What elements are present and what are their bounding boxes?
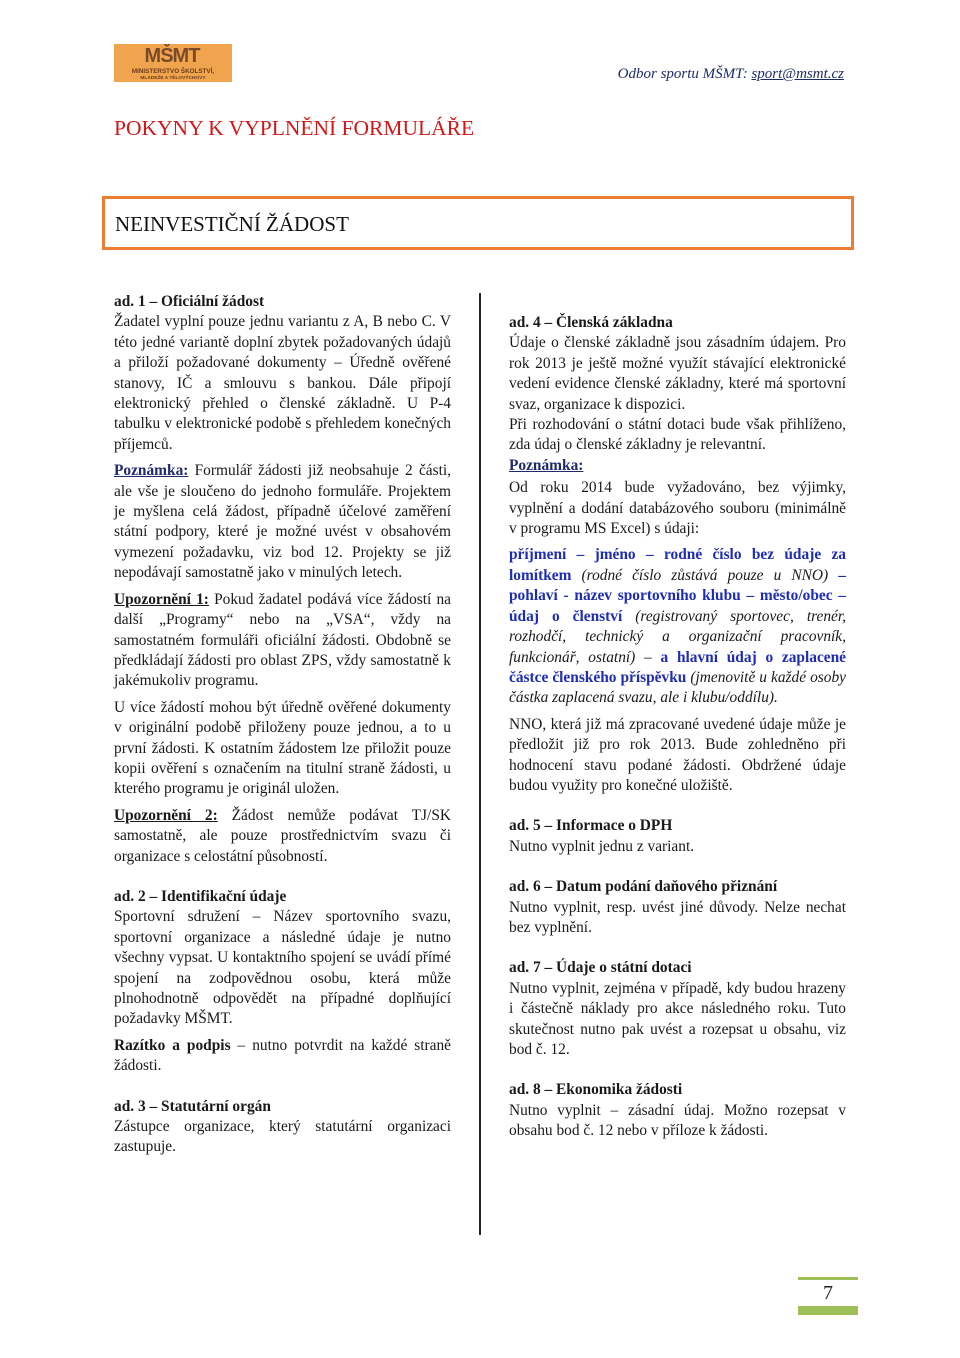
stamp-text: – nutno potvrdit na každé straně žádosti. xyxy=(114,1036,451,1075)
ad3-heading: ad. 3 – Statutární orgán xyxy=(114,1097,271,1115)
contact-email-link[interactable]: sport@msmt.cz xyxy=(751,66,844,82)
req-italic-3: (jmenovitě u každé osoby částka zaplacená svazu, ale i klubu/oddílu). xyxy=(509,668,846,707)
ad4-text-1: Údaje o členské základně jsou zásadním údajem. Pro rok 2013 je ještě možné využít stávající elektronické vedení evidence členské základny, které má sportovní svaz, organizace k dispozici. xyxy=(509,334,846,413)
contact-label: Odbor sportu MŠMT: xyxy=(617,66,748,82)
ad6-heading: ad. 6 – Datum podání daňového přiznání xyxy=(509,878,778,896)
ad4-heading: ad. 4 – Členská základna xyxy=(509,314,673,331)
ad1-heading: ad. 1 – Oficiální žádost xyxy=(114,293,265,310)
ad4-text-2: Při rozhodování o státní dotaci bude však přihlíženo, zda údaj o členské základny je relevantní. xyxy=(509,416,846,454)
stamp-label: Razítko a podpis xyxy=(114,1036,231,1054)
multi-request-text: U více žádostí mohou být úředně ověřené dokumenty v originální podobě přiloženy pouze jednou, a to u první žádosti. K ostatním žádostem lze přiložit pouze kopii ověření s označením na titulní straně žádosti, u kterého programu je originál uložen. xyxy=(114,698,451,798)
ad1-text: Žadatel vyplní pouze jednu variantu z A, B nebo C. V této jedné variantě doplní zbytek požadovaných údajů a přiloží požadované dokumenty – Úředně ověřené stanovy, IČ a smlouvu s bankou. Dále připojí elektronický přehled o členské základně. U P-4 tabulku v elektronické podobě s přehledem konečných příjemců. xyxy=(114,313,451,453)
req-italic-2: (registrovaný sportovec, trenér, rozhodčí, technický a organizační pracovník, funkcionář, ostatní) – xyxy=(509,607,846,666)
ad8-heading: ad. 8 – Ekonomika žádosti xyxy=(509,1081,683,1099)
ad4-text-4: NNO, která již má zpracované uvedené údaje může je předložit již pro rok 2013. Bude zohledněno při hodnocení stavu podané žádosti. Obdržené údaje budou využity pro konečné uložiště. xyxy=(509,715,846,794)
req-bold-3: a hlavní údaj o zaplacené částce členského příspěvku xyxy=(509,648,846,686)
note-text: Formulář žádosti již neobsahuje 2 části, ale vše je sloučeno do jednoho formuláře. Projektem je myšlena celá žádost, případně účelové zaměření státní podpory, které je možné uvést v obsahovém vymezení požadavku, viz bod 12. Projekty se již nepodávají samostatně jako v minulých letech. xyxy=(114,462,451,582)
req-bold-1: příjmení – jméno – rodné číslo bez údaje za lomítkem xyxy=(509,546,846,584)
warning-2-label: Upozornění 2: xyxy=(114,806,218,824)
page-number: 7 xyxy=(823,1282,833,1304)
page-number-rule xyxy=(798,1277,858,1280)
note-paragraph xyxy=(114,461,451,583)
warning-2-text: Žádost nemůže podávat TJ/SK samostatně, ale pouze prostřednictvím svazu či organizace s celostátní působností. xyxy=(114,806,451,865)
column-divider xyxy=(479,293,481,1235)
ad8-text: Nutno vyplnit – zásadní údaj. Možno rozepsat v obsahu bod č. 12 nebo v příloze k žádosti. xyxy=(509,1101,846,1140)
warning-1-label: Upozornění 1: xyxy=(114,590,209,608)
ad5-text: Nutno vyplnit jednu z variant. xyxy=(509,837,695,855)
ad3-text: Zástupce organizace, který statutární organizaci zastupuje. xyxy=(114,1118,451,1156)
right-column xyxy=(509,313,846,1148)
left-column xyxy=(114,292,451,1164)
ad6-text: Nutno vyplnit, resp. uvést jiné důvody. Nelze nechat bez vyplnění. xyxy=(509,898,846,936)
stamp-paragraph xyxy=(114,1036,451,1077)
ad2-heading: ad. 2 – Identifikační údaje xyxy=(114,887,287,905)
ad2-text: Sportovní sdružení – Název sportovního svazu, sportovní organizace a následné údaje je nutno všechny vypsat. U kontaktního spojení se uvádí přímé spojení na zodpovědnou osobu, která může plnohodnotně odpovědět na případné doplňující požadavky MŠMT. xyxy=(114,908,451,1028)
ad4-text-3: Od roku 2014 bude vyžadováno, bez výjimky, vyplnění a dodání databázového souboru (minimálně v programu MS Excel) s údaji: xyxy=(509,479,846,538)
page-title: POKYNY K VYPLNĚNÍ FORMULÁŘE xyxy=(114,116,475,140)
warning-1-text: Pokud žadatel podává více žádostí na další „Programy“ nebo na „VSA“, vždy na samostatném formuláři oficiální žádosti. Obdobně se předkládají žádosti pro oblast ZPS, vždy samostatně k jakémukoliv programu. xyxy=(114,590,451,690)
logo-line-1: MINISTERSTVO ŠKOLSTVÍ, xyxy=(131,68,215,75)
logo-mark: MŠMT xyxy=(144,45,200,67)
requirements-paragraph xyxy=(509,545,846,708)
warning-2-paragraph xyxy=(114,806,451,867)
warning-1-paragraph xyxy=(114,590,451,692)
section-box xyxy=(102,196,854,250)
note-label: Poznámka: xyxy=(114,462,189,480)
header-contact xyxy=(618,66,844,83)
req-italic-1: (rodné číslo zůstává pouze u NNO) xyxy=(571,566,839,584)
ad7-heading: ad. 7 – Údaje o státní dotaci xyxy=(509,959,692,977)
ad5-heading: ad. 5 – Informace o DPH xyxy=(509,817,673,835)
note-label-right: Poznámka: xyxy=(509,456,584,474)
logo-line-2: MLÁDEŽE A TĚLOVÝCHOVY xyxy=(140,76,206,81)
req-bold-2: – pohlaví - název sportovního klubu – město/obec – údaj o členství xyxy=(509,566,846,625)
ministry-logo xyxy=(114,44,232,82)
page-number-bar xyxy=(798,1306,858,1315)
section-title: NEINVESTIČNÍ ŽÁDOST xyxy=(115,212,349,236)
ad7-text: Nutno vyplnit, zejména v případě, kdy budou hrazeny i částečně náklady pro akce následného roku. Tuto skutečnost nutno pak uvést a rozepsat u obsahu, viz bod č. 12. xyxy=(509,979,846,1058)
